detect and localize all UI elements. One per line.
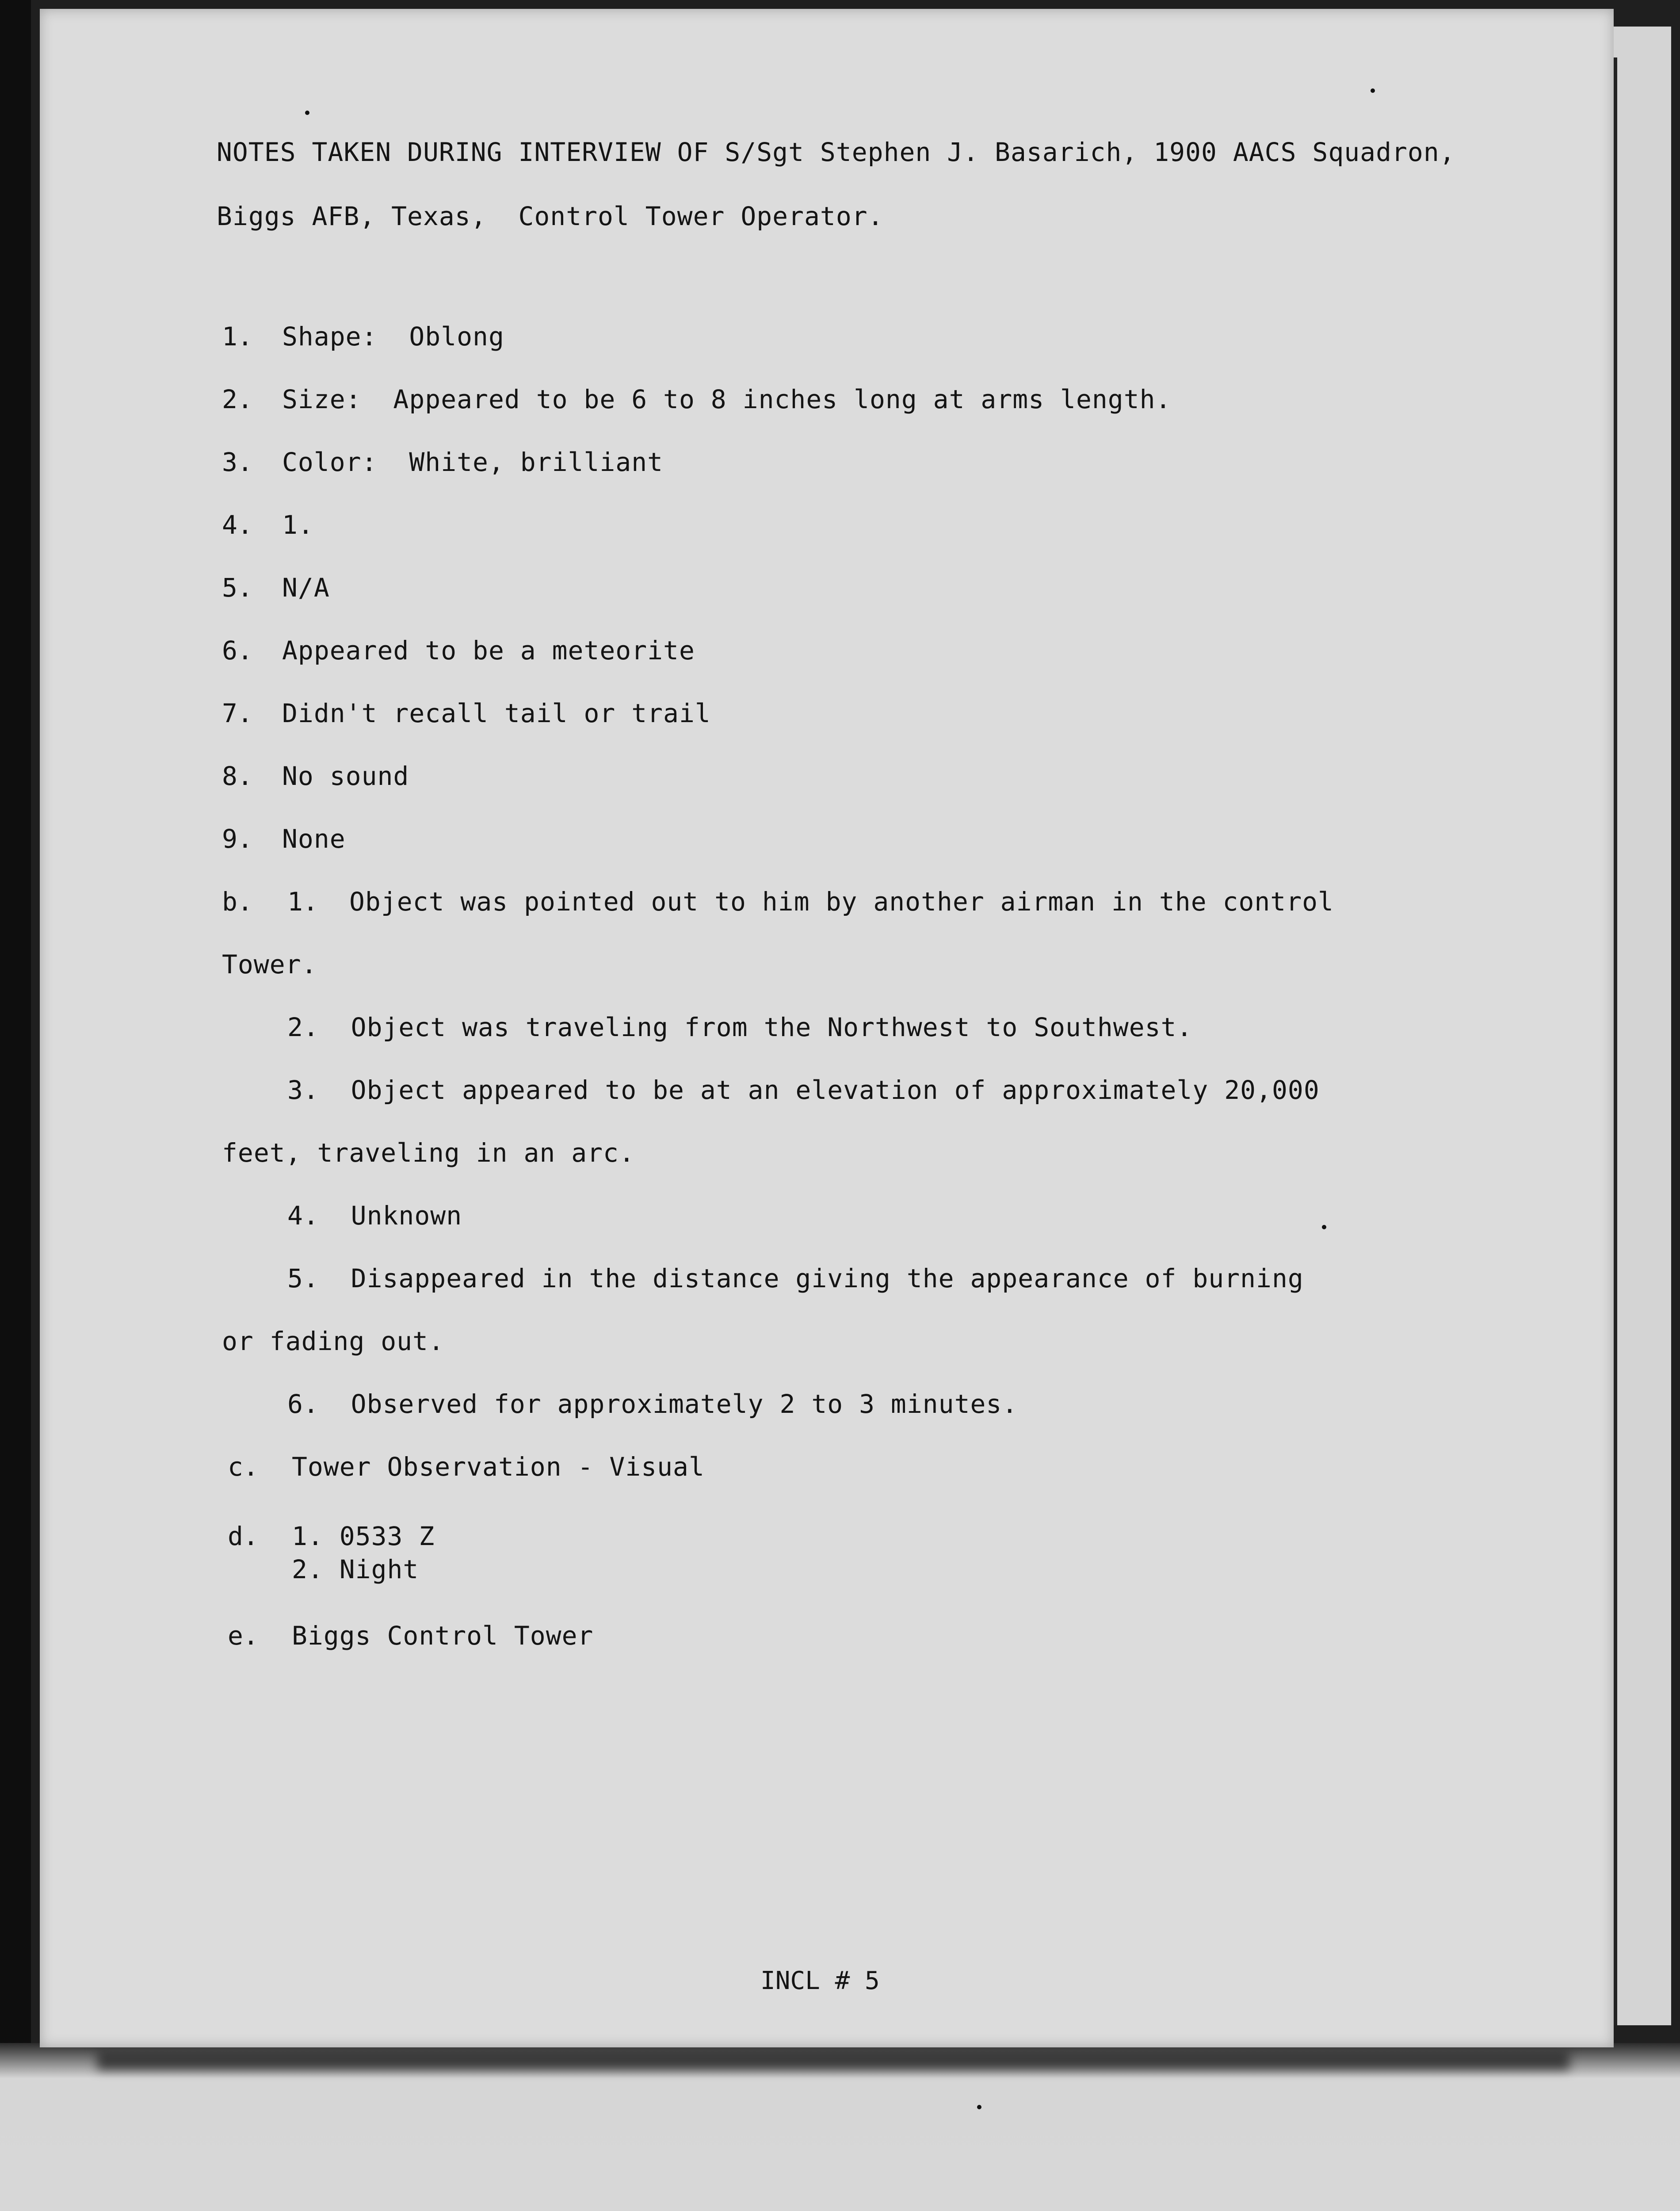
section-d-line-2: 2. Night	[292, 1554, 419, 1584]
section-d-line-1: 1. 0533 Z	[292, 1521, 435, 1551]
section-e-label: e.	[228, 1621, 259, 1651]
section-b-item-5-cont: or fading out.	[222, 1326, 444, 1356]
section-b-item-5: 5. Disappeared in the distance giving the appearance of burning	[287, 1263, 1304, 1293]
speck	[305, 111, 309, 115]
item-2-number: 2.	[222, 384, 253, 414]
item-5-text: N/A	[282, 573, 330, 603]
item-6-text: Appeared to be a meteorite	[282, 635, 695, 666]
section-b-item-1-cont: Tower.	[222, 949, 317, 979]
section-b-item-1-text: Object was pointed out to him by another airman in the control	[349, 887, 1334, 917]
paper-edge-line	[1614, 57, 1617, 2025]
section-b-label: b.	[222, 887, 253, 917]
item-8-number: 8.	[222, 761, 253, 791]
paper-shadow	[97, 2047, 1569, 2069]
document-page	[40, 9, 1614, 2047]
item-3-text: Color: White, brilliant	[282, 447, 664, 477]
item-7-number: 7.	[222, 698, 253, 728]
item-4-number: 4.	[222, 510, 253, 540]
section-b-item-2: 2. Object was traveling from the Northwest to Southwest.	[287, 1012, 1193, 1042]
item-7-text: Didn't recall tail or trail	[282, 698, 711, 728]
section-b-item-4: 4. Unknown	[287, 1201, 462, 1231]
section-d-label: d.	[228, 1521, 259, 1551]
header-line-2: Biggs AFB, Texas, Control Tower Operator.	[217, 201, 884, 231]
section-b-item-3: 3. Object appeared to be at an elevation of approximately 20,000	[287, 1075, 1320, 1105]
speck	[977, 2105, 981, 2109]
item-2-text: Size: Appeared to be 6 to 8 inches long at arms length.	[282, 384, 1172, 414]
section-c-label: c.	[228, 1452, 259, 1482]
item-4-text: 1.	[282, 510, 314, 540]
section-b-item-6: 6. Observed for approximately 2 to 3 minutes.	[287, 1389, 1018, 1419]
section-b-item-3-cont: feet, traveling in an arc.	[222, 1138, 635, 1168]
speck	[1371, 88, 1375, 93]
scan-left-edge	[0, 0, 31, 2211]
section-e-text: Biggs Control Tower	[292, 1621, 594, 1651]
item-9-text: None	[282, 824, 346, 854]
section-b-item-1-number: 1.	[287, 887, 318, 917]
header-line-1: NOTES TAKEN DURING INTERVIEW OF S/Sgt Stephen J. Basarich, 1900 AACS Squadron,	[217, 137, 1455, 167]
item-6-number: 6.	[222, 635, 253, 666]
section-c-text: Tower Observation - Visual	[292, 1452, 705, 1482]
speck	[1322, 1225, 1326, 1229]
enclosure-footer: INCL # 5	[760, 1966, 880, 1995]
item-5-number: 5.	[222, 573, 253, 603]
item-1-text: Shape: Oblong	[282, 321, 504, 352]
item-9-number: 9.	[222, 824, 253, 854]
item-1-number: 1.	[222, 321, 253, 352]
item-8-text: No sound	[282, 761, 409, 791]
item-3-number: 3.	[222, 447, 253, 477]
